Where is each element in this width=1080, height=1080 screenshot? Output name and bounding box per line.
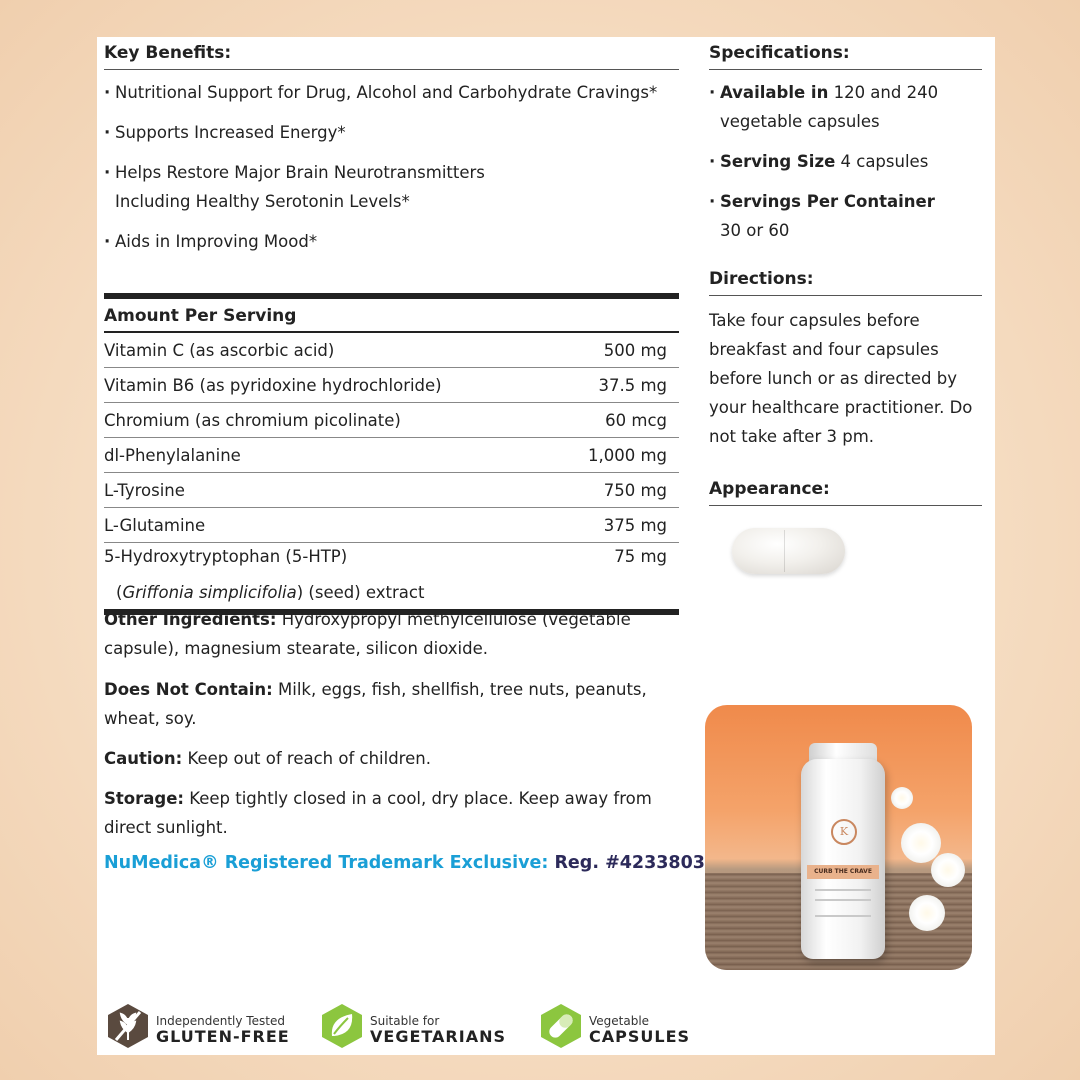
table-row — [104, 473, 679, 508]
badge-text — [156, 1014, 290, 1046]
benefit-item-line-1: Helps Restore Major Brain Neurotransmitters — [115, 163, 485, 182]
flower-image — [931, 853, 965, 887]
label-line — [815, 915, 871, 917]
table-row — [104, 403, 679, 438]
product-photo — [705, 705, 972, 970]
spec-label: Available in — [720, 83, 829, 102]
ingredient-name: Vitamin B6 (as pyridoxine hydrochloride) — [104, 375, 442, 395]
benefit-item: · Supports Increased Energy* — [104, 118, 679, 147]
badge-caption: Vegetable — [589, 1014, 650, 1028]
trademark-line — [104, 853, 705, 873]
left-column — [104, 37, 679, 267]
other-ingredients — [104, 605, 679, 663]
key-benefits-title: Key Benefits: — [104, 37, 679, 70]
ingredient-amount: 500 mg — [603, 340, 667, 360]
table-row — [104, 438, 679, 473]
ingredient-amount: 75 mg — [614, 547, 667, 566]
bottle-label — [807, 819, 879, 939]
specifications-title: Specifications: — [709, 37, 982, 70]
spec-item — [709, 187, 982, 245]
badge-caption: Independently Tested — [156, 1014, 285, 1028]
spec-item — [709, 78, 982, 136]
spec-value: 30 or 60 — [720, 221, 790, 240]
ingredient-name: dl-Phenylalanine — [104, 445, 241, 465]
leaf-icon — [318, 1002, 366, 1050]
trademark-label: NuMedica® Registered Trademark Exclusive: — [104, 853, 549, 873]
spec-label: Serving Size — [720, 152, 836, 171]
directions-text: Take four capsules before breakfast and four capsules before lunch or as directed by your healthcare practitioner. Do not take after 3 pm. — [709, 311, 973, 446]
ingredient-name: Vitamin C (as ascorbic acid) — [104, 340, 335, 360]
appearance-title: Appearance: — [709, 473, 982, 506]
ingredient-amount: 750 mg — [603, 480, 667, 500]
ingredient-amount: 60 mcg — [605, 410, 667, 430]
flower-image — [909, 895, 945, 931]
badges-row — [104, 1002, 804, 1062]
badge-title: GLUTEN-FREE — [156, 1027, 290, 1046]
wheat-icon — [104, 1002, 152, 1050]
directions-title: Directions: — [709, 263, 982, 296]
flower-image — [891, 787, 913, 809]
benefit-item: · Aids in Improving Mood* — [104, 227, 679, 256]
badge-title: CAPSULES — [589, 1027, 691, 1046]
badge-text — [370, 1014, 506, 1046]
spec-label: Servings Per Container — [720, 192, 935, 211]
storage-text: Keep tightly closed in a cool, dry place. Keep away from direct sunlight. — [104, 789, 652, 837]
capsule-image — [732, 528, 845, 574]
caution-label: Caution: — [104, 749, 183, 768]
product-name: CURB THE CRAVE — [807, 865, 879, 879]
does-not-contain — [104, 675, 679, 733]
spec-item — [709, 147, 982, 176]
label-line — [815, 899, 871, 901]
spec-value: 4 capsules — [835, 152, 929, 171]
product-info-card — [97, 37, 995, 1055]
bottle-image — [801, 759, 885, 959]
table-row — [104, 333, 679, 368]
badge-caption: Suitable for — [370, 1014, 440, 1028]
ingredient-name: L-Tyrosine — [104, 480, 185, 500]
does-not-contain-label: Does Not Contain: — [104, 680, 273, 699]
supplement-facts-table — [104, 293, 679, 615]
caution — [104, 744, 679, 773]
subline-prefix: ( — [116, 583, 123, 602]
key-benefits-list — [104, 78, 679, 256]
subline-species: Griffonia simplicifolia — [122, 583, 297, 602]
label-line — [815, 889, 871, 891]
capsule-icon — [537, 1002, 585, 1050]
ingredient-name: Chromium (as chromium picolinate) — [104, 410, 401, 430]
ingredient-amount: 1,000 mg — [587, 445, 667, 465]
capsule-seam — [784, 530, 785, 572]
brand-logo: K — [831, 819, 857, 845]
benefit-item — [104, 158, 679, 216]
ingredient-amount: 375 mg — [603, 515, 667, 535]
table-row — [104, 368, 679, 403]
spec-value: 120 and 240 vegetable capsules — [720, 83, 939, 131]
other-ingredients-text: Hydroxypropyl methylcellulose (vegetable capsule), magnesium stearate, silicon dioxide. — [104, 610, 631, 658]
ingredient-name: 5-Hydroxytryptophan (5-HTP) — [104, 547, 348, 566]
right-column — [709, 37, 982, 506]
badge-title: VEGETARIANS — [370, 1027, 506, 1046]
table-header: Amount Per Serving — [104, 299, 679, 333]
caution-text: Keep out of reach of children. — [182, 749, 431, 768]
storage — [104, 784, 679, 842]
other-ingredients-label: Other Ingredients: — [104, 610, 277, 629]
benefit-item: · Nutritional Support for Drug, Alcohol and Carbohydrate Cravings* — [104, 78, 679, 107]
ingredient-name: L-Glutamine — [104, 515, 206, 535]
ingredient-amount: 37.5 mg — [598, 375, 667, 395]
does-not-contain-text: Milk, eggs, fish, shellfish, tree nuts, peanuts, wheat, soy. — [104, 680, 647, 728]
table-row — [104, 508, 679, 543]
badge-text — [589, 1014, 690, 1046]
benefit-item-line-2: Including Healthy Serotonin Levels* — [115, 192, 410, 211]
storage-label: Storage: — [104, 789, 184, 808]
subline-suffix: ) (seed) extract — [296, 583, 425, 602]
table-row — [104, 543, 679, 583]
trademark-number: Reg. #4233803 — [548, 853, 705, 873]
specifications-list — [709, 78, 982, 245]
